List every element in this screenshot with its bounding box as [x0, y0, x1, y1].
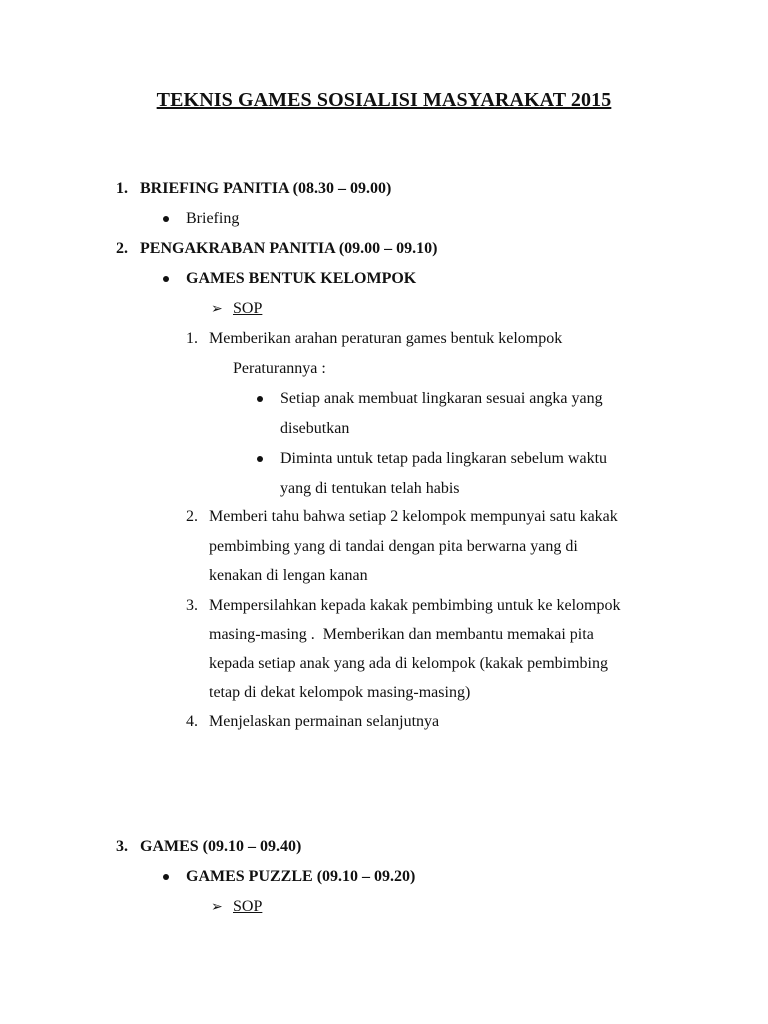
step-2-line-3: kenakan di lengan kanan [209, 567, 368, 584]
arrow-bullet-icon: ➢ [211, 301, 223, 317]
step-3-line-1: Mempersilahkan kepada kakak pembimbing untuk ke kelompok [209, 597, 621, 614]
section-1-number: 1. [116, 180, 128, 197]
bullet-dot-icon [163, 216, 169, 222]
step-2-number: 2. [186, 508, 198, 525]
step-1-text: Memberikan arahan peraturan games bentuk kelompok [209, 330, 563, 347]
rule-2-line-2: yang di tentukan telah habis [280, 480, 460, 497]
document-title: TEKNIS GAMES SOSIALISI MASYARAKAT 2015 [156, 89, 612, 111]
arrow-bullet-icon: ➢ [211, 899, 223, 915]
rule-1-line-1: Setiap anak membuat lingkaran sesuai angka yang [280, 390, 603, 407]
bullet-dot-icon [163, 276, 169, 282]
rule-2-line-1: Diminta untuk tetap pada lingkaran sebelum waktu [280, 450, 608, 467]
step-2-line-2: pembimbing yang di tandai dengan pita berwarna yang di [209, 538, 578, 555]
section-2-bullet: GAMES BENTUK KELOMPOK [186, 270, 417, 287]
section-3-bullet: GAMES PUZZLE (09.10 – 09.20) [186, 868, 416, 885]
section-2-number: 2. [116, 240, 128, 257]
section-2-sop-label: SOP [233, 300, 263, 317]
step-3-line-4: tetap di dekat kelompok masing-masing) [209, 684, 471, 701]
step-1-number: 1. [186, 330, 198, 347]
section-3-number: 3. [116, 838, 128, 855]
section-3-heading: GAMES (09.10 – 09.40) [140, 838, 302, 855]
step-2-line-1: Memberi tahu bahwa setiap 2 kelompok mempunyai satu kakak [209, 508, 618, 525]
section-1-heading: BRIEFING PANITIA (08.30 – 09.00) [140, 180, 392, 197]
step-1-rules-label: Peraturannya : [233, 360, 326, 377]
section-3-sop-label: SOP [233, 898, 263, 915]
bullet-dot-icon [257, 456, 263, 462]
bullet-dot-icon [257, 396, 263, 402]
rule-1-line-2: disebutkan [280, 420, 350, 437]
section-1-bullet: Briefing [186, 210, 240, 227]
step-3-number: 3. [186, 597, 198, 614]
step-4-number: 4. [186, 713, 198, 730]
step-3-line-3: kepada setiap anak yang ada di kelompok (kakak pembimbing [209, 655, 608, 672]
step-4-text: Menjelaskan permainan selanjutnya [209, 713, 440, 730]
section-2-heading: PENGAKRABAN PANITIA (09.00 – 09.10) [140, 240, 438, 257]
bullet-dot-icon [163, 874, 169, 880]
step-3-line-2: masing-masing . Memberikan dan membantu memakai pita [209, 626, 594, 643]
